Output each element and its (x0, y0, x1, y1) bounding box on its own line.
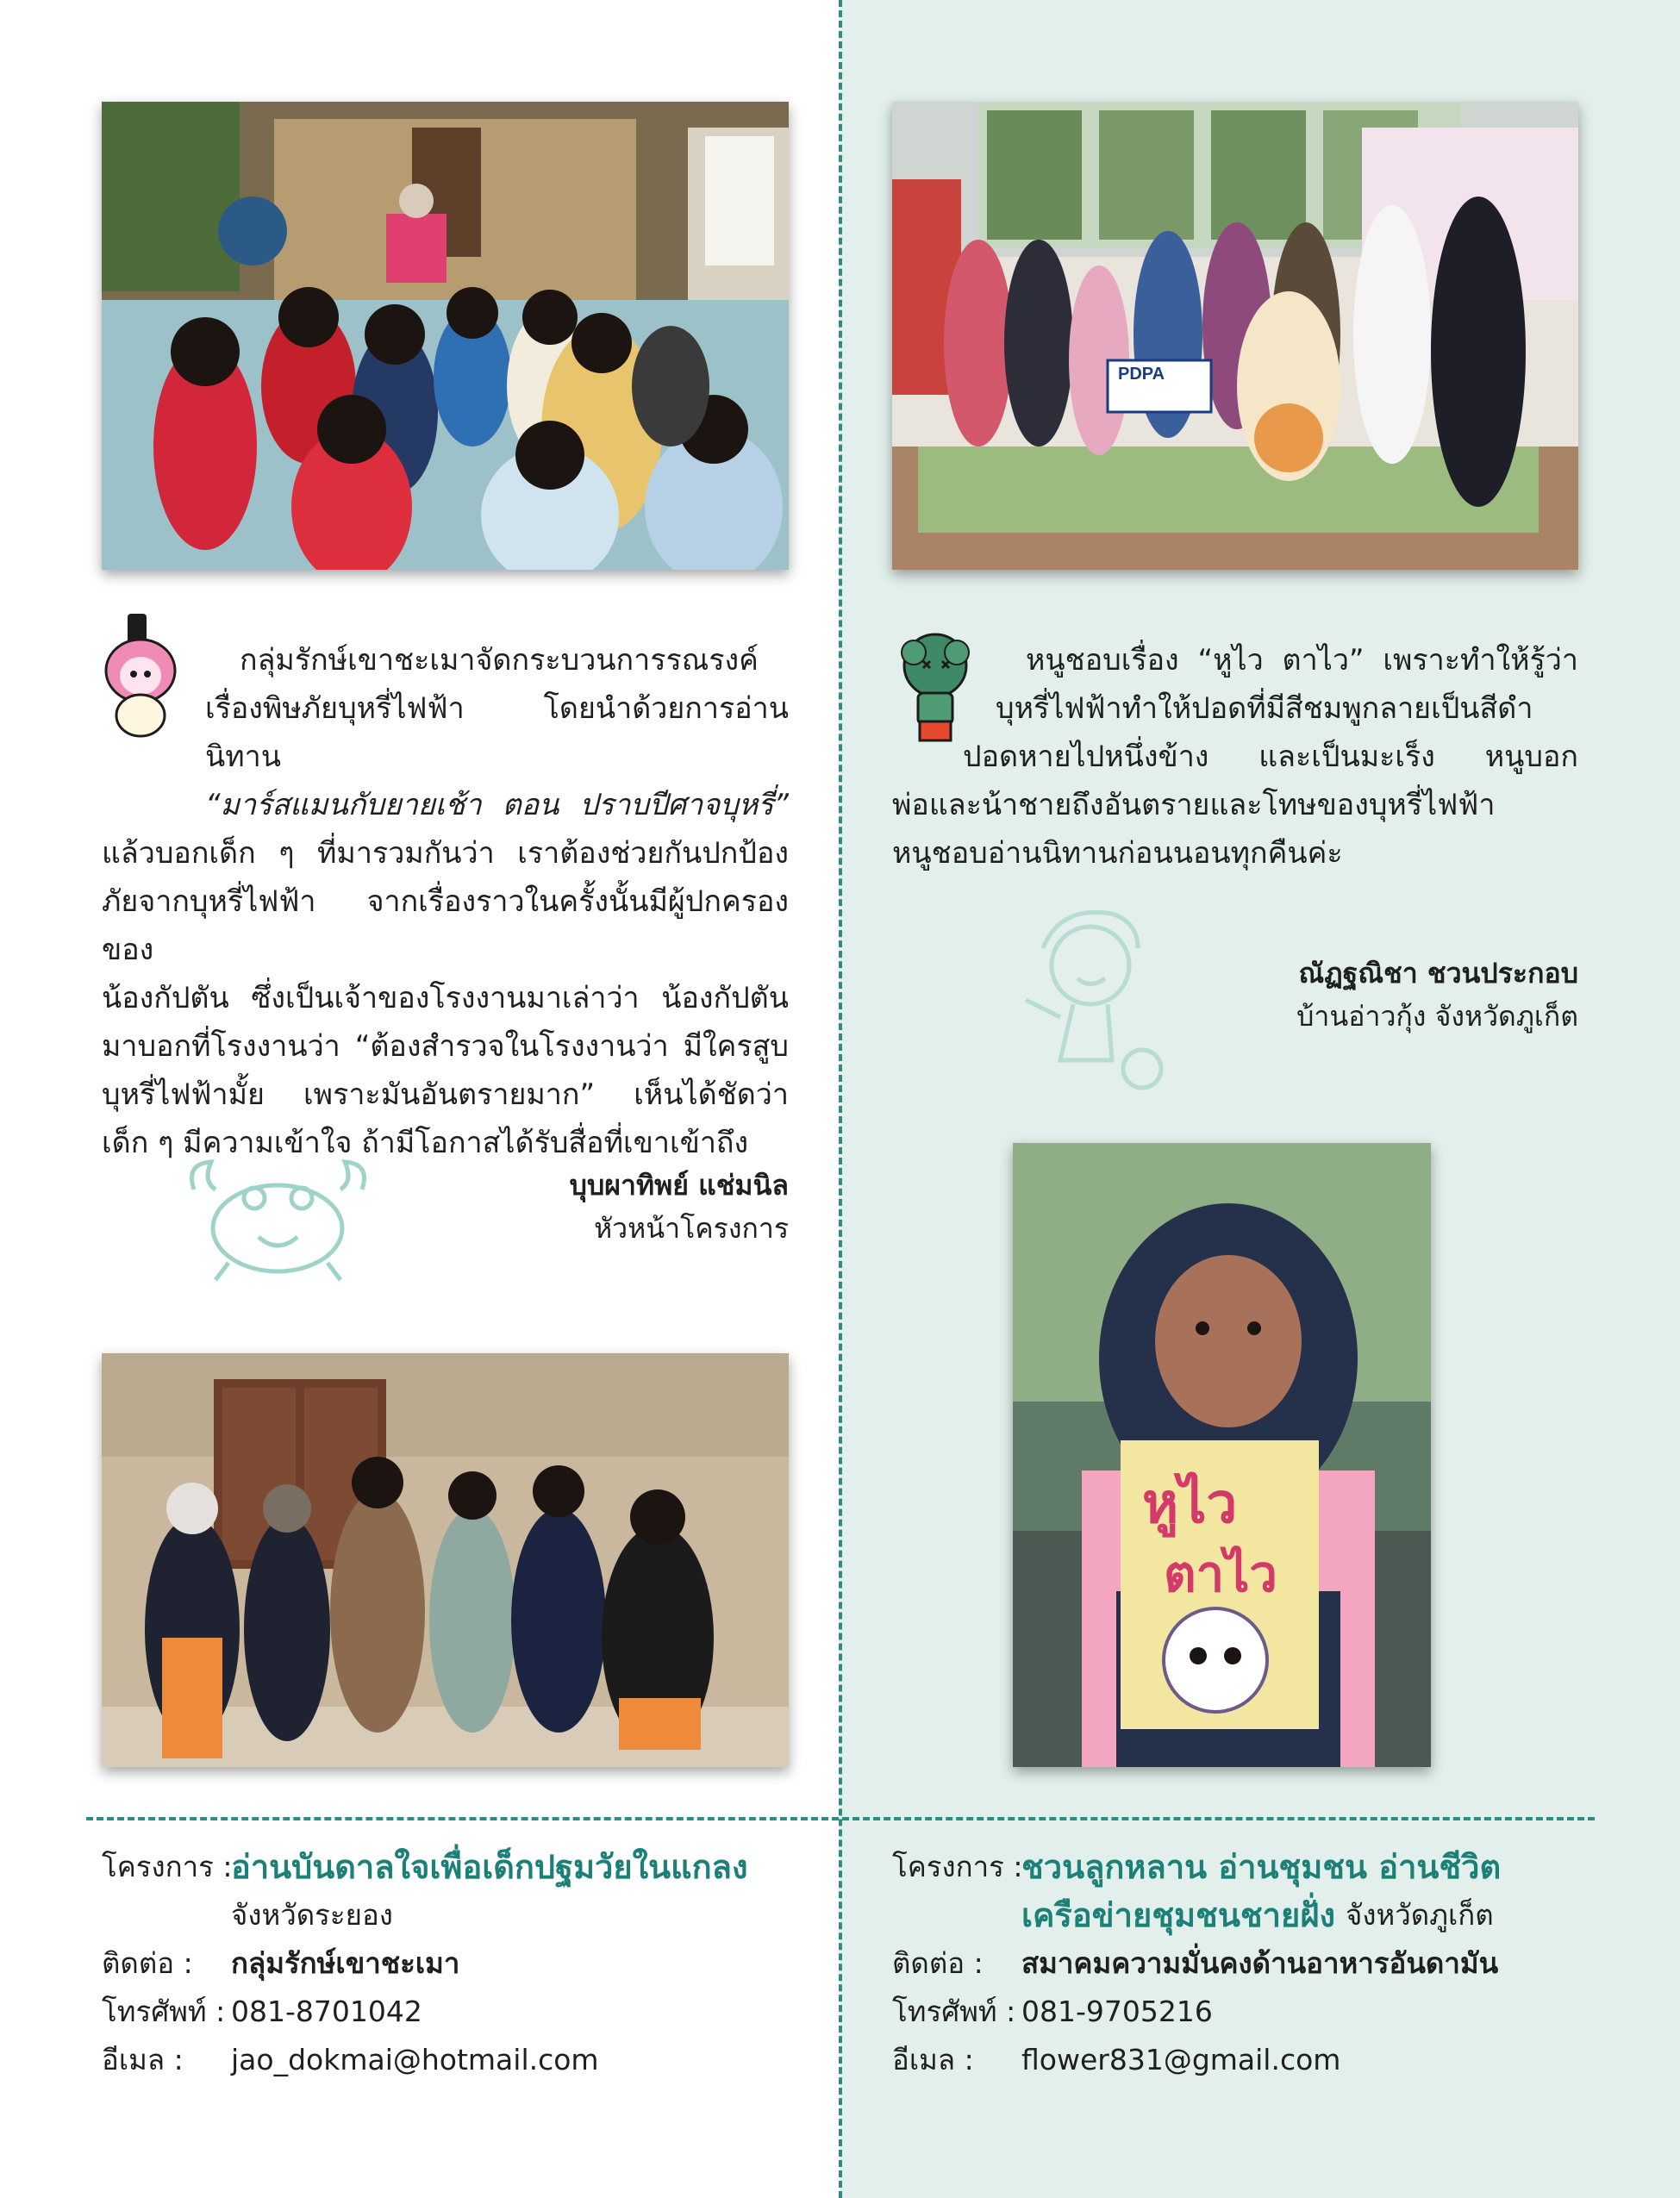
left-project-info (102, 1843, 748, 2084)
left-contact-label: ติดต่อ : (102, 1946, 193, 1980)
right-signature-role: บ้านอ่าวกุ้ง จังหวัดภูเก็ต (1296, 1000, 1578, 1033)
left-contact: กลุ่มรักษ์เขาชะเมา (231, 1946, 460, 1980)
left-para-line-9: เด็ก ๆ มีความเข้าใจ ถ้ามีโอกาสได้รับสื่อที่เขาเข้าถึง (102, 1126, 749, 1160)
right-email[interactable]: flower831@gmail.com (1021, 2043, 1341, 2076)
right-project-label: โครงการ : (892, 1850, 1023, 1883)
right-project-name-line-2: เครือข่ายชุมชนชายฝั่ง (1021, 1896, 1336, 1934)
left-para-line-6: น้องกัปตัน ซึ่งเป็นเจ้าของโรงงานมาเล่าว่า น้องกัปตัน (102, 981, 789, 1015)
left-email[interactable]: jao_dokmai@hotmail.com (231, 2043, 599, 2076)
left-paragraph (102, 636, 789, 1167)
book-title-line-2: ตาไว (1164, 1545, 1277, 1603)
book-title-line-1: หูไว (1142, 1472, 1238, 1536)
right-phone: 081-9705216 (1021, 1995, 1213, 2028)
left-signature (358, 1164, 789, 1250)
horizontal-divider (86, 1817, 1595, 1820)
left-para-line-7: มาบอกที่โรงงานว่า “ต้องสำรวจในโรงงานว่า มีใครสูบ (102, 1029, 789, 1064)
right-paragraph (892, 636, 1578, 877)
left-para-line-8: บุหรี่ไฟฟ้ามั้ย เพราะมันอันตรายมาก” เห็นได้ชัดว่า (102, 1077, 789, 1112)
right-para-line-2: บุหรี่ไฟฟ้าทำให้ปอดที่มีสีชมพูกลายเป็นสีดำ (996, 691, 1533, 726)
photo-team-group (102, 1353, 789, 1767)
left-project-name: อ่านบันดาลใจเพื่อเด็กปฐมวัยในแกลง (231, 1848, 748, 1886)
right-province: จังหวัดภูเก็ต (1346, 1898, 1494, 1932)
right-para-line-3: ปอดหายไปหนึ่งข้าง และเป็นมะเร็ง หนูบอก (963, 740, 1578, 774)
left-para-line-4: แล้วบอกเด็ก ๆ ที่มารวมกันว่า เราต้องช่วยกันปกป้อง (102, 836, 789, 871)
right-signature (1061, 952, 1578, 1038)
left-signature-role: หัวหน้าโครงการ (594, 1212, 789, 1245)
right-email-label: อีเมล : (892, 2043, 974, 2076)
right-contact-label: ติดต่อ : (892, 1946, 984, 1980)
right-signature-name: ณัฏฐณิชา ชวนประกอบ (1298, 957, 1578, 990)
left-para-line-1: กลุ่มรักษ์เขาชะเมาจัดกระบวนการรณรงค์ (240, 643, 759, 678)
pdpa-sign-text: PDPA (1118, 365, 1165, 384)
left-project-label: โครงการ : (102, 1850, 233, 1883)
right-para-line-1: หนูชอบเรื่อง “หูไว ตาไว” เพราะทำให้รู้ว่า (1026, 643, 1578, 678)
photo-storytelling (102, 102, 789, 570)
right-para-line-5: หนูชอบอ่านนิทานก่อนนอนทุกคืนค่ะ (892, 836, 1343, 871)
left-para-line-3: “มาร์สแมนกับยายเช้า ตอน ปราบปีศาจบุหรี่” (205, 788, 789, 822)
left-para-line-2: เรื่องพิษภัยบุหรี่ไฟฟ้า โดยนำด้วยการอ่านนิทาน (205, 691, 789, 774)
right-contact: สมาคมความมั่นคงด้านอาหารอันดามัน (1021, 1946, 1499, 1980)
vertical-divider (839, 0, 842, 2198)
left-signature-name: บุบผาทิพย์ แช่มนิล (569, 1169, 789, 1202)
right-phone-label: โทรศัพท์ : (892, 1995, 1016, 2028)
left-para-line-5: ภัยจากบุหรี่ไฟฟ้า จากเรื่องราวในครั้งนั้นมีผู้ปกครองของ (102, 884, 789, 967)
left-phone-label: โทรศัพท์ : (102, 1995, 226, 2028)
photo-group-pdpa (892, 102, 1578, 570)
right-project-name-line-1: ชวนลูกหลาน อ่านชุมชน อ่านชีวิต (1021, 1848, 1502, 1886)
crab-doodle-icon (177, 1155, 379, 1284)
left-email-label: อีเมล : (102, 2043, 184, 2076)
right-project-info (892, 1843, 1501, 2084)
left-province: จังหวัดระยอง (231, 1898, 393, 1932)
photo-girl-with-book (1013, 1143, 1431, 1767)
left-phone: 081-8701042 (231, 1995, 422, 2028)
right-para-line-4: พ่อและน้าชายถึงอันตรายและโทษของบุหรี่ไฟฟ้า (892, 788, 1496, 822)
